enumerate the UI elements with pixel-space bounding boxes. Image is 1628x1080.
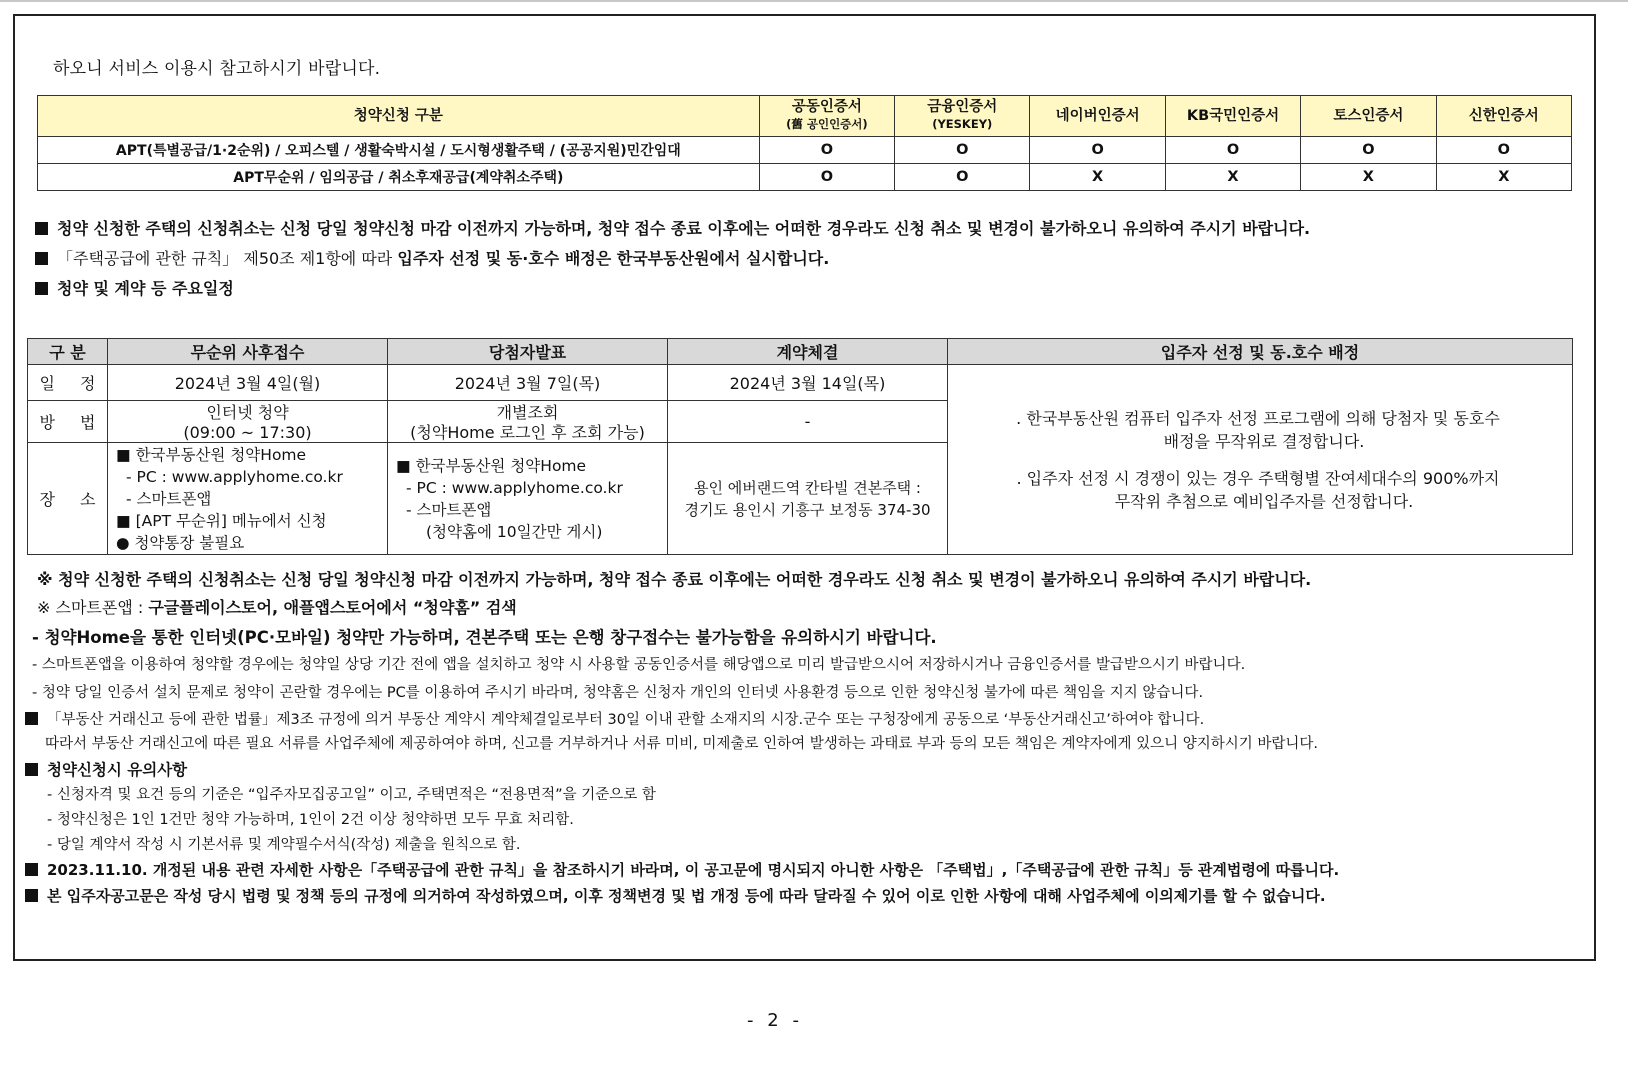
certificate-table (37, 95, 1572, 191)
schedule-table (27, 338, 1573, 555)
cell-line: - PC : www.applyhome.co.kr (406, 478, 623, 497)
remark-smartphone: - 스마트폰앱을 이용하여 청약할 경우에는 청약일 상당 기간 전에 앱을 설치하고 청약 시 사용할 공동인증서를 해당앱으로 미리 발급받으시어 저장하시거나 금융인증서를 발급받으시기 바랍니다. (32, 657, 1246, 673)
assignment-line: . 입주자 선정 시 경쟁이 있는 경우 주택형별 잔여세대수의 900%까지 (1016, 468, 1500, 488)
schedule-row-label: 일 정 (28, 365, 108, 401)
cell-line: - 스마트폰앱 (126, 489, 212, 508)
certificate-table-header (38, 96, 1572, 137)
assignment-description (948, 365, 1573, 555)
remark-real-estate-report (25, 708, 1204, 729)
assignment-line: 무작위 추첨으로 예비입주자를 선정합니다. (1114, 491, 1414, 511)
square-bullet-icon (35, 252, 48, 265)
cell-line: (09:00 ~ 17:30) (183, 422, 312, 442)
page-number: - 2 - (747, 1010, 803, 1031)
cell-line: - PC : www.applyhome.co.kr (126, 467, 343, 486)
schedule-cell (108, 401, 388, 443)
schedule-header-category: 구 분 (28, 339, 108, 365)
cert-cell: O (895, 137, 1030, 164)
square-bullet-icon (25, 763, 38, 776)
remark-certificate: - 청약 당일 인증서 설치 문제로 청약이 곤란할 경우에는 PC를 이용하여 주시기 바라며, 청약홈은 신청자 개인의 인터넷 사용환경 등으로 인한 청약신청 불가에 따른 책임을 지지 않습니다. (32, 685, 1204, 701)
square-bullet-icon (25, 889, 38, 902)
cert-cell: O (1165, 137, 1300, 164)
schedule-header-assign: 입주자 선정 및 동.호수 배정 (948, 339, 1573, 365)
cell-line: ■ 한국부동산원 청약Home (396, 456, 587, 475)
remark-real-estate-report-text: 「부동산 거래신고 등에 관한 법률」제3조 규정에 의거 부동산 계약시 계약체결일로부터 30일 이내 관할 소재지의 시장.군수 또는 구청장에게 공동으로 ‘부동산거래신고’하여야 합니다. (47, 712, 1205, 728)
cert-header-toss: 토스인증서 (1301, 96, 1436, 137)
cell-line: (청약홈에 10일간만 게시) (426, 522, 603, 541)
caution-item: - 청약신청은 1인 1건만 청약 가능하며, 1인이 2건 이상 청약하면 모두 무효 처리함. (47, 812, 574, 828)
remark-disclaimer-text: 본 입주자공고문은 작성 당시 법령 및 정책 등의 규정에 의거하여 작성하였으며, 이후 정책변경 및 법 개정 등에 따라 달라질 수 있어 이로 인한 사항에 대해 사업주체에 이의제기를 할 수 없습니다. (47, 887, 1326, 905)
table-row (38, 137, 1572, 164)
schedule-header-contract: 계약체결 (668, 339, 948, 365)
remark-revision (25, 859, 1339, 880)
caution-heading (25, 758, 187, 780)
schedule-heading (35, 276, 234, 299)
remark-revision-text: 2023.11.10. 개정된 내용 관련 자세한 사항은「주택공급에 관한 규칙」을 참조하시기 바라며, 이 공고문에 명시되지 아니한 사항은 「주택법」,「주택공급에 관한 규칙」등 관계법령에 따릅니다. (47, 861, 1340, 879)
schedule-cell: - (668, 401, 948, 443)
cert-cell: O (1436, 137, 1571, 164)
intro-text: 하오니 서비스 이용시 참고하시기 바랍니다. (53, 59, 381, 79)
caution-heading-text: 청약신청시 유의사항 (47, 761, 188, 779)
square-bullet-icon (25, 863, 38, 876)
schedule-cell: 2024년 3월 4일(월) (108, 365, 388, 401)
cert-header-kb: KB국민인증서 (1165, 96, 1300, 137)
cell-line: (청약Home 로그인 후 조회 가능) (410, 422, 645, 442)
remark-report-documents: 따라서 부동산 거래신고에 따른 필요 서류를 사업주체에 제공하여야 하며, 신고를 거부하거나 서류 미비, 미제출로 인하여 발생하는 과태료 부과 등의 모든 책임은 계약자에게 있으니 양지하시기 바랍니다. (45, 736, 1319, 752)
caution-item: - 신청자격 및 요건 등의 기준은 “입주자모집공고일” 이고, 주택면적은 “전용면적”을 기준으로 함 (47, 787, 656, 803)
square-bullet-icon (35, 222, 48, 235)
cert-header-shinhan: 신한인증서 (1436, 96, 1571, 137)
cert-cell: O (759, 137, 894, 164)
square-bullet-icon (35, 282, 48, 295)
schedule-cell (388, 443, 668, 555)
cell-line: 경기도 용인시 기흥구 보정동 374-30 (684, 500, 931, 519)
cell-line: 인터넷 청약 (206, 402, 289, 422)
cell-line: ■ 한국부동산원 청약Home (116, 445, 307, 464)
table-row (28, 365, 1573, 401)
notice-rule-50-text: 「주택공급에 관한 규칙」 제50조 제1항에 따라 (57, 249, 398, 268)
table-row (38, 164, 1572, 191)
cert-header-category: 청약신청 구분 (38, 96, 760, 137)
assignment-line: . 한국부동산원 컴퓨터 입주자 선정 프로그램에 의해 당첨자 및 동호수 (1016, 408, 1500, 428)
cert-cell: X (1436, 164, 1571, 191)
caution-item: - 당일 계약서 작성 시 기본서류 및 계약필수서식(작성) 제출을 원칙으로 함. (47, 837, 521, 853)
cert-cell: O (1030, 137, 1165, 164)
cert-row-label: APT무순위 / 임의공급 / 취소후재공급(계약취소주택) (38, 164, 760, 191)
notice-rule-50 (35, 246, 829, 269)
schedule-table-header (28, 339, 1573, 365)
remark-app-emphasis: 구글플레이스토어, 애플앱스토어에서 “청약홈” 검색 (148, 598, 517, 617)
schedule-cell (668, 443, 948, 555)
cell-line: ■ [APT 무순위] 메뉴에서 신청 (116, 511, 327, 530)
notice-frame (13, 14, 1596, 961)
cert-cell: O (895, 164, 1030, 191)
schedule-cell: 2024년 3월 14일(목) (668, 365, 948, 401)
remark-disclaimer (25, 885, 1326, 906)
schedule-cell (388, 401, 668, 443)
cell-line: 용인 에버랜드역 칸타빌 견본주택 : (694, 478, 921, 497)
cell-line: 개별조회 (496, 402, 559, 422)
cell-line: - 스마트폰앱 (406, 500, 492, 519)
cert-header-financial-label: 금융인증서 (927, 99, 998, 115)
cert-cell: O (759, 164, 894, 191)
schedule-heading-text: 청약 및 계약 등 주요일정 (57, 279, 234, 298)
assignment-line: 배정을 무작위로 결정합니다. (1163, 431, 1365, 451)
square-bullet-icon (25, 712, 38, 725)
cert-header-financial-sub: (YESKEY) (932, 117, 993, 131)
cert-cell: X (1301, 164, 1436, 191)
assignment-spacer (958, 453, 1558, 467)
schedule-header-announce: 당첨자발표 (388, 339, 668, 365)
schedule-row-label: 장 소 (28, 443, 108, 555)
cert-header-joint-sub: (舊 공인인증서) (786, 117, 868, 131)
cell-line: ● 청약통장 불필요 (116, 533, 245, 552)
remark-app-label: ※ 스마트폰앱 : (37, 598, 149, 617)
notice-rule-50-emphasis: 입주자 선정 및 동·호수 배정은 한국부동산원에서 실시합니다. (397, 249, 830, 268)
cert-header-naver: 네이버인증서 (1030, 96, 1165, 137)
schedule-header-apply: 무순위 사후접수 (108, 339, 388, 365)
remark-cancel: ※ 청약 신청한 주택의 신청취소는 신청 당일 청약신청 마감 이전까지 가능하며, 청약 접수 종료 이후에는 어떠한 경우라도 신청 취소 및 변경이 불가하오니 유의하여 주시기 바랍니다. (37, 570, 1312, 589)
page-top-rule (0, 0, 1628, 2)
cert-cell: X (1165, 164, 1300, 191)
cert-header-joint (759, 96, 894, 137)
schedule-row-label: 방 법 (28, 401, 108, 443)
cert-header-financial (895, 96, 1030, 137)
remark-app (37, 595, 517, 618)
cert-cell: X (1030, 164, 1165, 191)
cert-header-joint-label: 공동인증서 (791, 99, 862, 115)
schedule-cell (108, 443, 388, 555)
notice-cancel-text: 청약 신청한 주택의 신청취소는 신청 당일 청약신청 마감 이전까지 가능하며, 청약 접수 종료 이후에는 어떠한 경우라도 신청 취소 및 변경이 불가하오니 유의하여 주시기 바랍니다. (57, 219, 1311, 238)
schedule-cell: 2024년 3월 7일(목) (388, 365, 668, 401)
notice-cancel (35, 216, 1310, 239)
cert-cell: O (1301, 137, 1436, 164)
cert-row-label: APT(특별공급/1·2순위) / 오피스텔 / 생활숙박시설 / 도시형생활주택 / (공공지원)민간임대 (38, 137, 760, 164)
remark-online-only: - 청약Home을 통한 인터넷(PC·모바일) 청약만 가능하며, 견본주택 또는 은행 창구접수는 불가능함을 유의하시기 바랍니다. (32, 628, 937, 647)
